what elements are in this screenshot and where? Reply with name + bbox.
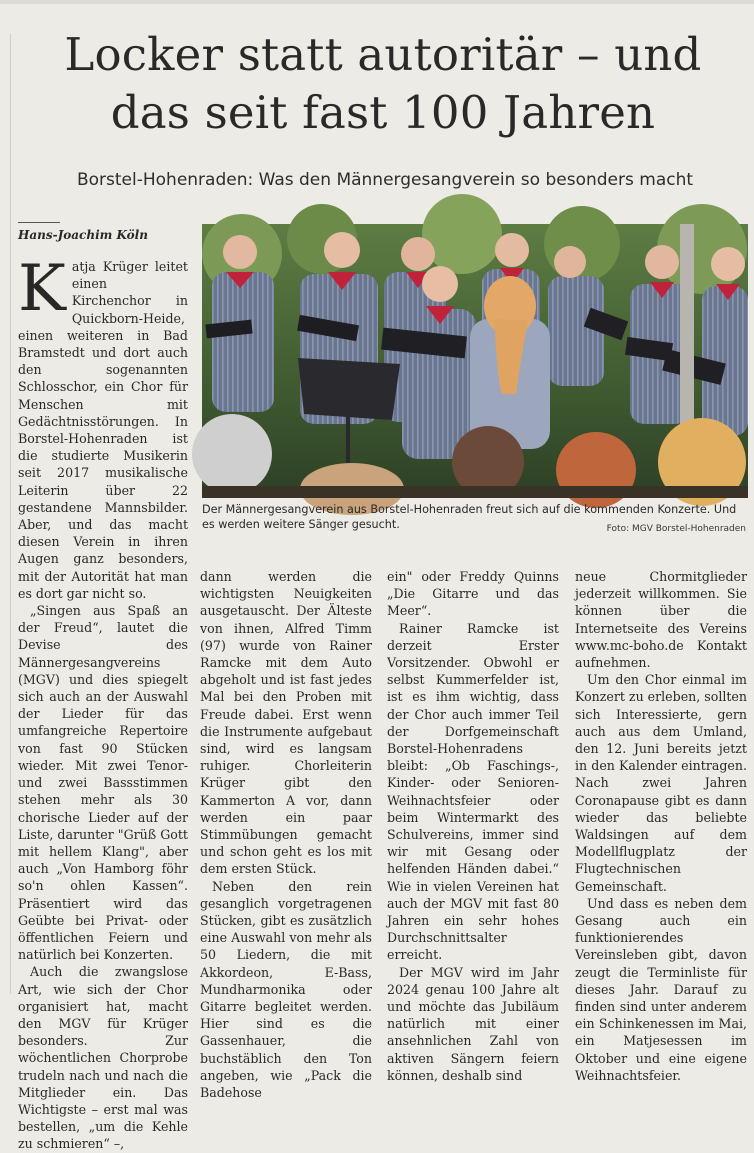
author-byline: Hans-Joachim Köln (18, 228, 148, 242)
top-stripe (0, 0, 754, 4)
byline-rule (18, 222, 60, 223)
article-paragraph: Katja Krüger leitet einen Kirchenchor in Quickborn-Heide, einen weiteren in Bad Bramstedt und dort auch den sogenannten Schlosschor, ein Chor für Menschen mit Gedächtnisstörungen. In Borstel-Hohenraden ist die studierte Musikerin seit 2017 musikalische Leiterin über 22 gestandene Mannsbilder. Aber, und das macht diesen Verein in ihren Augen ganz besonders, mit der Autorität hat man es dort gar nicht so. (18, 252, 188, 601)
article-column-3 (387, 568, 559, 1084)
photo-caption: Der Männergesangverein aus Borstel-Hohenraden freut sich auf die kommenden Konzerte. Und es werden weitere Sänger gesucht. (202, 503, 737, 531)
article-paragraph: Und dass es neben dem Gesang auch ein funktionierendes Vereinsleben gibt, davon zeugt die Terminliste für dieses Jahr. Darauf zu finden sind unter anderem ein Schinkenessen im Mai, ein Matjesessen im Oktober und eine eigene Weihnachtsfeier. (575, 895, 747, 1083)
article-column-2 (200, 568, 372, 1101)
article-column-1 (18, 252, 188, 1153)
article-paragraph: „Singen aus Spaß an der Freud“, lautet die Devise des Männergesangvereins (MGV) und dies spiegelt sich auch an der Auswahl der Lieder für das umfangreiche Repertoire von fast 90 Stücken wieder. Mit zwei Tenor- und zwei Bassstimmen stehen mehr als 30 chorische Lieder auf der Liste, darunter "Grüß Gott mit hellem Klang", aber auch „Von Hamborg föhr so'n ohlen Kassen“. Präsentiert wird das Geübte bei Privat- oder öffentlichen Feiern und natürlich bei Konzerten. (18, 603, 188, 963)
photo-credit: Foto: MGV Borstel-Hohenraden (606, 524, 746, 534)
article-paragraph: Der MGV wird im Jahr 2024 genau 100 Jahre alt und möchte das Jubiläum natürlich mit einer ansehnlichen Zahl von aktiven Sängern feiern können, deshalb sind (387, 964, 559, 1083)
subheadline: Borstel-Hohenraden: Was den Männergesangverein so besonders macht (76, 170, 694, 190)
article-paragraph: neue Chormitglieder jederzeit willkommen. Sie können über die Internetseite des Vereins www.mc-boho.de Kontakt aufnehmen. (575, 569, 747, 671)
article-paragraph: Neben den rein gesanglich vorgetragenen Stücken, gibt es zusätzlich eine Auswahl von mehr als 50 Liedern, die mit Akkordeon, E-Bass, Mundharmonika oder Gitarre begleitet werden. Hier sind es die Gassenhauer, die buchstäblich den Ton angeben, wie „Pack die Badehose (200, 878, 372, 1101)
article-paragraph: dann werden die wichtigsten Neuigkeiten ausgetauscht. Der Älteste von ihnen, Alfred Timm (97) wurde von Rainer Ramcke mit dem Auto abgeholt und ist fast jedes Mal bei den Proben mit Freude dabei. Erst wenn die Instrumente aufgebaut sind, wird es langsam ruhiger. Chorleiterin Krüger gibt den Kammerton A vor, dann werden ein paar Stimmübungen gemacht und schon geht es los mit dem ersten Stück. (200, 569, 372, 877)
article-paragraph: Auch die zwangslose Art, wie sich der Chor organisiert hat, macht den MGV für Krüger besonders. Zur wöchentlichen Chorprobe trudeln nach und nach die Mitglieder ein. Das Wichtigste – erst mal was bestellen, „um die Kehle zu schmieren“ –, (18, 964, 188, 1152)
choir-photo-illustration (202, 224, 748, 498)
article-paragraph: ein" oder Freddy Quinns „Die Gitarre und das Meer“. (387, 569, 559, 619)
choir-photo (202, 224, 748, 498)
headline: Locker statt autoritär – und das seit fast 100 Jahren (64, 28, 702, 139)
column-rule (10, 34, 11, 994)
article-column-4 (575, 568, 747, 1084)
article-paragraph: Um den Chor einmal im Konzert zu erleben, sollten sich Interessierte, gern auch aus dem Umland, den 12. Juni bereits jetzt in den Kalender eintragen. Nach zwei Jahren Coronapause gibt es dann wieder das beliebte Waldsingen auf dem Modellflugplatz der Flugtechnischen Gemeinschaft. (575, 672, 747, 894)
article-paragraph: Rainer Ramcke ist derzeit Erster Vorsitzender. Obwohl er selbst Kummerfelder ist, ist es ihm wichtig, dass der Chor auch immer Teil der Dorfgemeinschaft Borstel-Hohenradens bleibt: „Ob Faschings-, Kinder- oder Senioren-Weihnachtsfeier oder beim Wintermarkt des Schulvereins, immer sind wir mit Gesang oder helfenden Händen dabei.“ Wie in vielen Vereinen hat auch der MGV mit fast 80 Jahren ein sehr hohes Durchschnittsalter erreicht. (387, 620, 559, 963)
drop-cap: K (18, 252, 66, 326)
